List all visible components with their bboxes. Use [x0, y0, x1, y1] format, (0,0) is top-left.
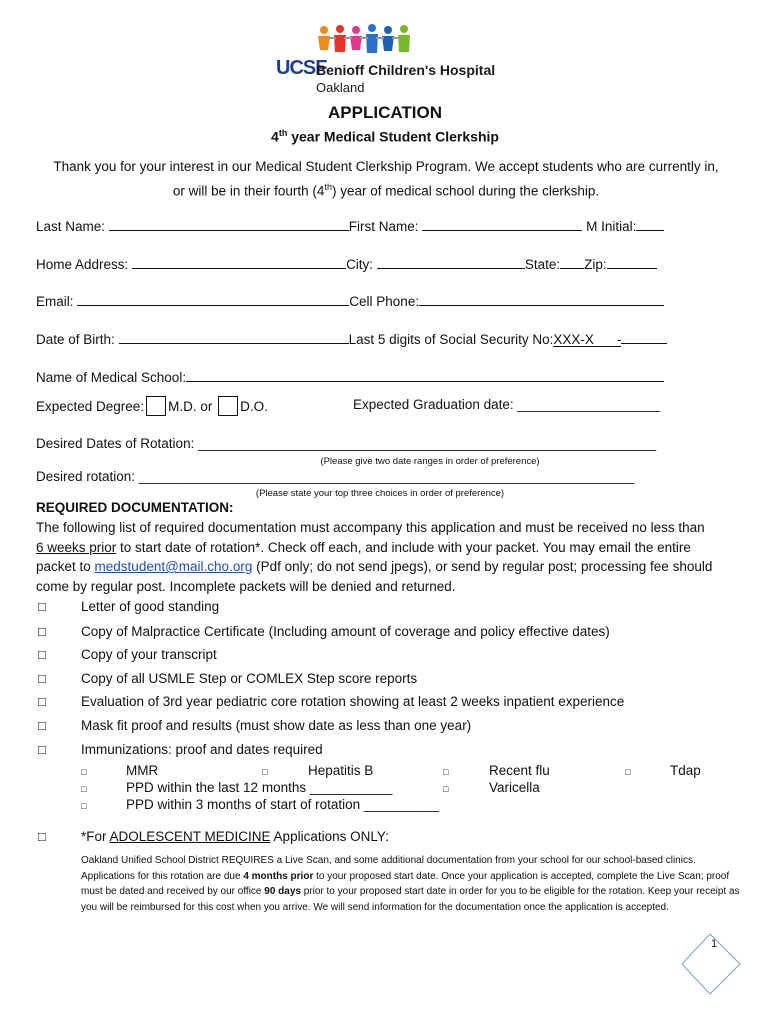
item-malpractice: Copy of Malpractice Certificate (Including amount of coverage and policy effective dates) — [81, 624, 610, 639]
expected-degree-label: Expected Degree: — [36, 399, 145, 414]
email-field[interactable] — [77, 291, 349, 306]
checkbox-mmr[interactable]: □ — [81, 767, 87, 777]
immun-varicella: Varicella — [489, 780, 540, 795]
contact-row — [36, 291, 664, 309]
last-name-field[interactable] — [109, 216, 349, 231]
state-field[interactable] — [560, 254, 584, 269]
ssn-label: Last 5 digits of Social Security No: — [348, 332, 554, 347]
email-link[interactable]: medstudent@mail.cho.org — [94, 559, 253, 574]
checkbox-hepb[interactable]: □ — [262, 767, 268, 777]
dob-row — [36, 329, 667, 347]
hospital-name: Benioff Children's Hospital — [316, 62, 496, 78]
checkbox-immunizations[interactable]: □ — [38, 742, 47, 757]
state-label: State: — [524, 257, 561, 272]
checkbox-malpractice[interactable]: □ — [38, 624, 47, 639]
desired-rotation-field[interactable]: Desired rotation: __________________________________________________________________ — [36, 469, 635, 484]
m-initial-field[interactable] — [636, 216, 664, 231]
zip-label: Zip: — [584, 257, 607, 272]
cell-phone-field[interactable] — [419, 291, 664, 306]
checkbox-good-standing[interactable]: □ — [38, 599, 47, 614]
city-label: City: — [346, 257, 374, 272]
checkbox-transcript[interactable]: □ — [38, 647, 47, 662]
checkbox-usmle[interactable]: □ — [38, 671, 47, 686]
cell-phone-label: Cell Phone: — [349, 294, 420, 309]
item-transcript: Copy of your transcript — [81, 647, 217, 662]
grad-date-label[interactable]: Expected Graduation date: ___________________ — [353, 397, 661, 412]
grad-date-row — [353, 397, 660, 412]
address-row — [36, 254, 657, 272]
item-usmle: Copy of all USMLE Step or COMLEX Step score reports — [81, 671, 418, 686]
name-row — [36, 216, 664, 234]
checkbox-evaluation[interactable]: □ — [38, 694, 47, 709]
item-immunizations: Immunizations: proof and dates required — [81, 742, 323, 757]
md-checkbox[interactable] — [146, 396, 166, 416]
immun-flu: Recent flu — [489, 763, 550, 778]
zip-field[interactable] — [607, 254, 657, 269]
checkbox-flu[interactable]: □ — [443, 767, 449, 777]
dates-rotation-field[interactable]: Desired Dates of Rotation: _____________________________________________________________ — [36, 436, 657, 451]
checkbox-ppd12[interactable]: □ — [81, 784, 87, 794]
checkbox-tdap[interactable]: □ — [625, 767, 631, 777]
checkbox-mask-fit[interactable]: □ — [38, 718, 47, 733]
immun-ppd12: PPD within the last 12 months ___________ — [126, 780, 393, 795]
page-title: APPLICATION — [328, 103, 442, 122]
home-address-label: Home Address: — [36, 257, 129, 272]
med-school-field[interactable] — [186, 367, 664, 382]
ssn-dash: - — [601, 332, 621, 347]
checkbox-ppd3[interactable]: □ — [81, 801, 87, 811]
ssn-prefix: XXX-X — [553, 332, 601, 347]
required-heading: REQUIRED DOCUMENTATION: — [36, 500, 234, 515]
page-number: 1 — [711, 938, 718, 950]
hospital-city: Oakland — [316, 80, 365, 95]
first-name-field[interactable] — [422, 216, 582, 231]
dob-label: Date of Birth: — [36, 332, 115, 347]
immun-mmr: MMR — [126, 763, 159, 778]
rotation-hint: (Please state your top three choices in order of preference) — [255, 488, 505, 499]
degree-row — [36, 396, 268, 416]
home-address-field[interactable] — [132, 254, 346, 269]
dates-hint: (Please give two date ranges in order of preference) — [320, 456, 540, 467]
med-school-label: Name of Medical School: — [36, 370, 187, 385]
email-label: Email: — [36, 294, 74, 309]
dob-field[interactable] — [119, 329, 349, 344]
immun-hepb: Hepatitis B — [308, 763, 374, 778]
ssn-field[interactable] — [621, 329, 667, 344]
checkbox-varicella[interactable]: □ — [443, 784, 449, 794]
med-school-row — [36, 367, 664, 385]
city-field[interactable] — [377, 254, 525, 269]
md-label: M.D. or — [168, 399, 213, 414]
do-label: D.O. — [240, 399, 268, 414]
children-figures-icon — [316, 24, 426, 56]
page-subtitle: 4th year Medical Student Clerkship — [271, 128, 499, 145]
immun-ppd3: PPD within 3 months of start of rotation __________ — [126, 797, 439, 812]
item-mask-fit: Mask fit proof and results (must show date as less than one year) — [81, 718, 472, 733]
first-name-label: First Name: — [348, 219, 419, 234]
intro-text: Thank you for your interest in our Medical Student Clerkship Program. We accept students who are currently in, or will be in their fourth (4th) year of medical school during the clerkship. — [53, 159, 719, 199]
m-initial-label: M Initial: — [586, 219, 637, 234]
item-evaluation: Evaluation of 3rd year pediatric core rotation showing at least 2 weeks inpatient experience — [81, 694, 625, 709]
adolescent-heading: *For ADOLESCENT MEDICINE Applications ONLY: — [81, 829, 389, 844]
checkbox-adolescent[interactable]: □ — [38, 829, 47, 844]
do-checkbox[interactable] — [218, 396, 238, 416]
adolescent-note: Oakland Unified School District REQUIRES a Live Scan, and some additional documentation from your school for our school-based clinics. Applications for this rotation are due 4 months prior to your proposed start date. Once your application is accepted, complete the Live Scan; proof must be dated and received by our office 90 days prior to your proposed start date in order for you to be eligible for the rotation. Keep your receipt as you will be reimbursed for this cost when you arrive. We will send information for the documentation once the application is accepted. — [81, 855, 740, 913]
immun-tdap: Tdap — [670, 763, 701, 778]
ucsf-wordmark: UCSF — [276, 57, 327, 79]
last-name-label: Last Name: — [36, 219, 106, 234]
hospital-logo — [276, 24, 506, 96]
required-paragraph: The following list of required documentation must accompany this application and must be received no less than 6 weeks prior to start date of rotation*. Check off each, and include with your packet. You may email the entire packet to medstudent@mail.cho.org (Pdf only; do not send jpegs), or send by regular post; processing fee should come by regular post. Incomplete packets will be denied and returned. — [36, 520, 713, 594]
item-good-standing: Letter of good standing — [81, 599, 220, 614]
